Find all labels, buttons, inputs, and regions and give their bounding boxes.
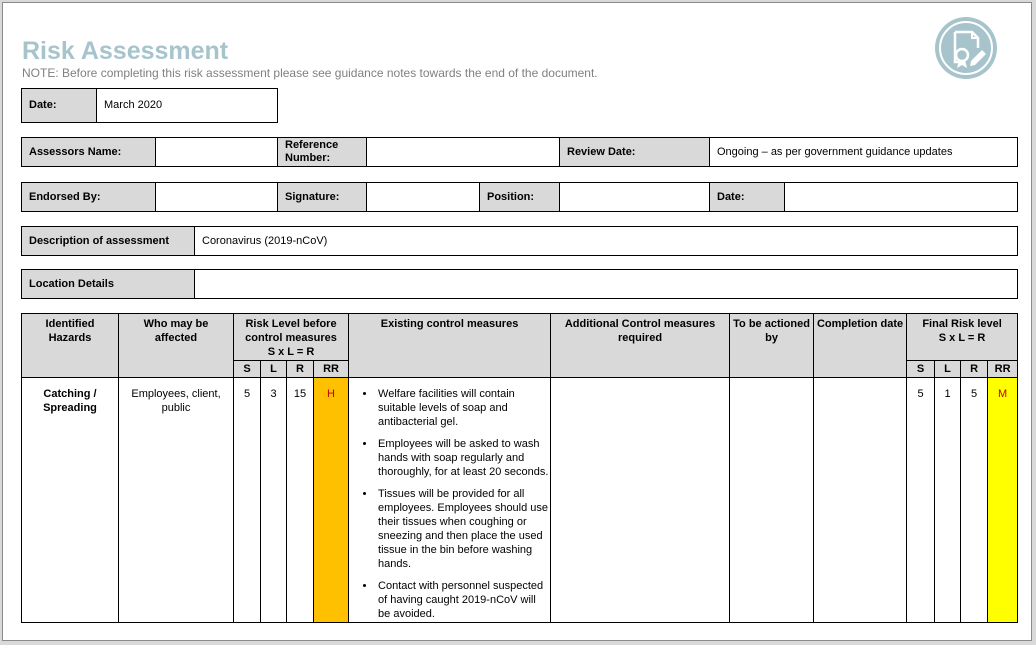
final-rr-cell: M bbox=[988, 378, 1018, 623]
date-value: March 2020 bbox=[104, 99, 163, 111]
header-completion-date: Completion date bbox=[814, 314, 907, 378]
before-s-cell: 5 bbox=[234, 378, 261, 623]
endorsed-by-value bbox=[156, 183, 278, 211]
risk-table bbox=[21, 313, 1018, 623]
position-label: Position: bbox=[480, 183, 560, 211]
final-s-cell: 5 bbox=[907, 378, 935, 623]
header-final-s: S bbox=[907, 361, 935, 378]
before-rr-cell: H bbox=[314, 378, 349, 623]
description-row bbox=[21, 226, 1018, 256]
location-value bbox=[195, 270, 1017, 298]
reference-number-label: Reference Number: bbox=[278, 138, 367, 166]
reference-number-value bbox=[367, 138, 560, 166]
header-final-r: R bbox=[961, 361, 988, 378]
header-before-l: L bbox=[261, 361, 287, 378]
existing-controls-cell bbox=[349, 378, 551, 623]
assessors-row bbox=[21, 137, 1018, 167]
header-final-risk bbox=[907, 314, 1018, 361]
certificate-icon bbox=[933, 15, 999, 81]
additional-controls-cell bbox=[551, 378, 730, 623]
final-risk-label: Final Risk level bbox=[922, 318, 1002, 330]
guidance-note: NOTE: Before completing this risk assessment please see guidance notes towards the end of the document. bbox=[22, 66, 598, 80]
assessors-name-value bbox=[156, 138, 278, 166]
description-value: Coronavirus (2019-nCoV) bbox=[202, 234, 328, 247]
header-final-l: L bbox=[935, 361, 961, 378]
signature-value bbox=[367, 183, 480, 211]
header-final-rr: RR bbox=[988, 361, 1018, 378]
review-date-label: Review Date: bbox=[560, 138, 710, 166]
header-risk-before bbox=[234, 314, 349, 361]
endorsed-date-label: Date: bbox=[710, 183, 785, 211]
completion-date-cell bbox=[814, 378, 907, 623]
who-affected-cell: Employees, client, public bbox=[119, 378, 234, 623]
page-title: Risk Assessment bbox=[22, 37, 229, 65]
header-actioned-by: To be actioned by bbox=[730, 314, 814, 378]
header-who-affected: Who may be affected bbox=[119, 314, 234, 378]
hazard-cell: Catching / Spreading bbox=[22, 378, 119, 623]
risk-before-label: Risk Level before control measures bbox=[245, 318, 337, 344]
header-additional-controls: Additional Control measures required bbox=[551, 314, 730, 378]
date-row bbox=[21, 88, 278, 123]
date-label: Date: bbox=[22, 89, 97, 122]
control-item: • Employees will be asked to wash hands with soap regularly and thoroughly, for at least 20 seconds. bbox=[376, 437, 549, 479]
controls-list bbox=[350, 387, 549, 621]
signature-label: Signature: bbox=[278, 183, 367, 211]
endorsed-by-label: Endorsed By: bbox=[22, 183, 156, 211]
header-before-rr: RR bbox=[314, 361, 349, 378]
risk-before-formula: S x L = R bbox=[267, 346, 315, 358]
header-existing-controls: Existing control measures bbox=[349, 314, 551, 378]
review-date-value: Ongoing – as per government guidance updates bbox=[717, 145, 953, 158]
header-before-s: S bbox=[234, 361, 261, 378]
final-risk-formula: S x L = R bbox=[938, 332, 986, 344]
before-l-cell: 3 bbox=[261, 378, 287, 623]
assessors-name-label: Assessors Name: bbox=[22, 138, 156, 166]
final-l-cell: 1 bbox=[935, 378, 961, 623]
location-row bbox=[21, 269, 1018, 299]
control-item: • Welfare facilities will contain suitable levels of soap and antibacterial gel. bbox=[376, 387, 549, 429]
final-r-cell: 5 bbox=[961, 378, 988, 623]
control-item: • Tissues will be provided for all employees. Employees should use their tissues when coughing or sneezing and then place the used tissue in the bin before washing hands. bbox=[376, 487, 549, 571]
endorsed-date-value bbox=[785, 183, 1017, 211]
endorsed-row bbox=[21, 182, 1018, 212]
location-label: Location Details bbox=[22, 270, 195, 298]
header-before-r: R bbox=[287, 361, 314, 378]
table-row bbox=[22, 378, 1018, 623]
actioned-by-cell bbox=[730, 378, 814, 623]
position-value bbox=[560, 183, 710, 211]
control-item: • Contact with personnel suspected of having caught 2019-nCoV will be avoided. bbox=[376, 579, 549, 621]
before-r-cell: 15 bbox=[287, 378, 314, 623]
header-hazards: Identified Hazards bbox=[22, 314, 119, 378]
description-label: Description of assessment bbox=[22, 227, 195, 255]
